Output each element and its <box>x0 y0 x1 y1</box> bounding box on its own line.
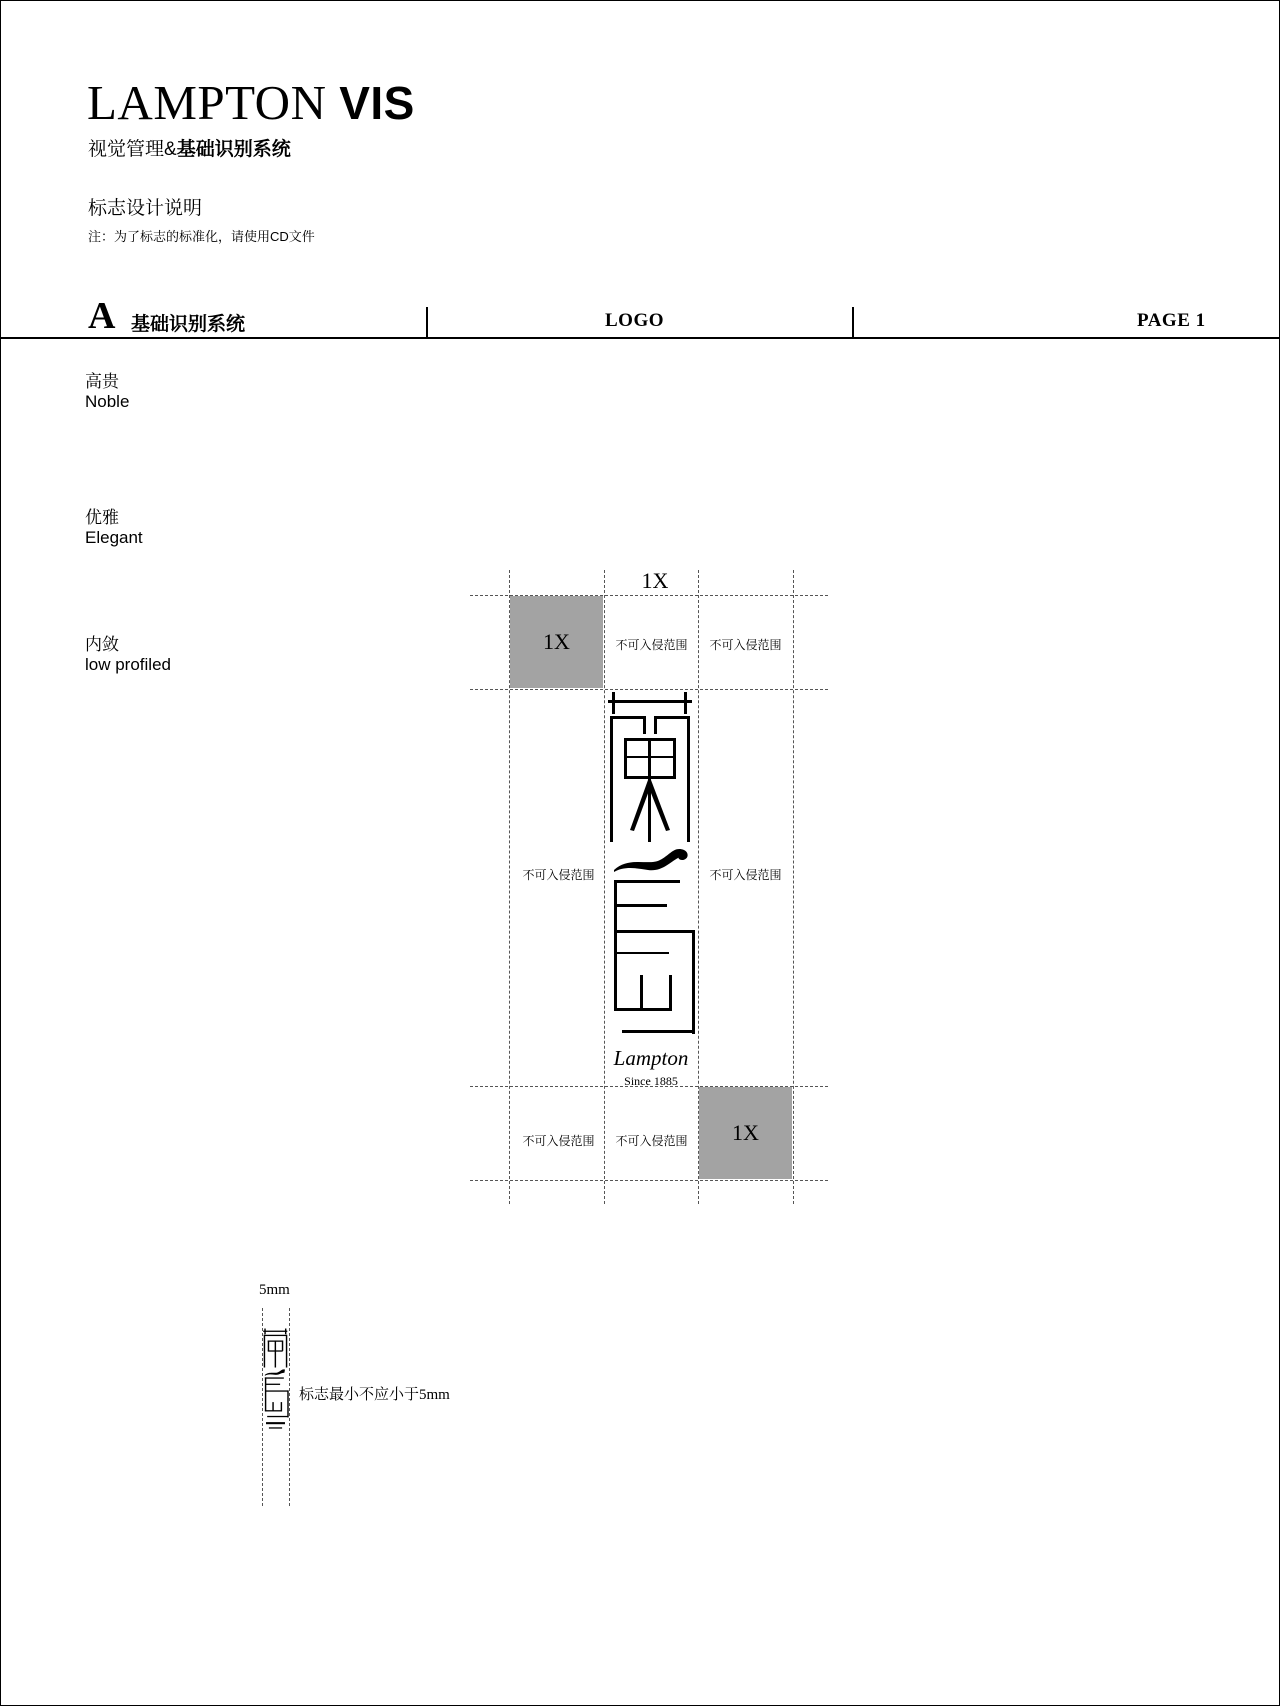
grid-line <box>793 570 794 1204</box>
lampton-logo-small <box>262 1328 289 1432</box>
section-category: LOGO <box>605 310 665 331</box>
header-divider <box>426 307 428 337</box>
keyword-en: Elegant <box>85 528 143 547</box>
minimum-size-guide <box>289 1308 290 1506</box>
header-divider <box>852 307 854 337</box>
keyword-zh: 内敛 <box>85 635 119 654</box>
minimum-size-dimension: 5mm <box>259 1282 290 1298</box>
keyword-elegant <box>85 508 143 548</box>
logo-since-text: Since 1885 <box>624 1074 678 1088</box>
no-intrude-zone-label: 不可入侵范围 <box>709 868 782 882</box>
keyword-low-profiled <box>85 635 171 675</box>
logo-script-text: Lampton <box>613 1046 689 1070</box>
no-intrude-zone-label: 不可入侵范围 <box>522 1134 595 1148</box>
unit-box: 1X <box>510 596 603 688</box>
header-rule <box>0 337 1280 339</box>
description-title: 标志设计说明 <box>88 198 203 219</box>
page-title: LAMPTON VIS <box>87 75 415 130</box>
unit-dimension-label: 1X <box>641 568 669 593</box>
minimum-size-note: 标志最小不应小于5mm <box>299 1387 450 1403</box>
keyword-en: Noble <box>85 392 130 411</box>
page-number: PAGE 1 <box>1137 310 1206 331</box>
unit-box: 1X <box>699 1087 792 1179</box>
page-subtitle: 视觉管理&基础识别系统 <box>88 139 291 160</box>
lampton-logo <box>604 690 698 1090</box>
section-letter: A <box>88 295 116 337</box>
section-name: 基础识别系统 <box>131 314 246 335</box>
keyword-en: low profiled <box>85 655 171 674</box>
keyword-zh: 高贵 <box>85 372 119 391</box>
grid-line <box>470 1180 828 1181</box>
keyword-zh: 优雅 <box>85 508 119 527</box>
keyword-noble <box>85 372 129 412</box>
no-intrude-zone-label: 不可入侵范围 <box>709 638 782 652</box>
no-intrude-zone-label: 不可入侵范围 <box>615 638 688 652</box>
description-note: 注：为了标志的标准化，请使用CD文件 <box>88 229 315 244</box>
no-intrude-zone-label: 不可入侵范围 <box>615 1134 688 1148</box>
no-intrude-zone-label: 不可入侵范围 <box>522 868 595 882</box>
